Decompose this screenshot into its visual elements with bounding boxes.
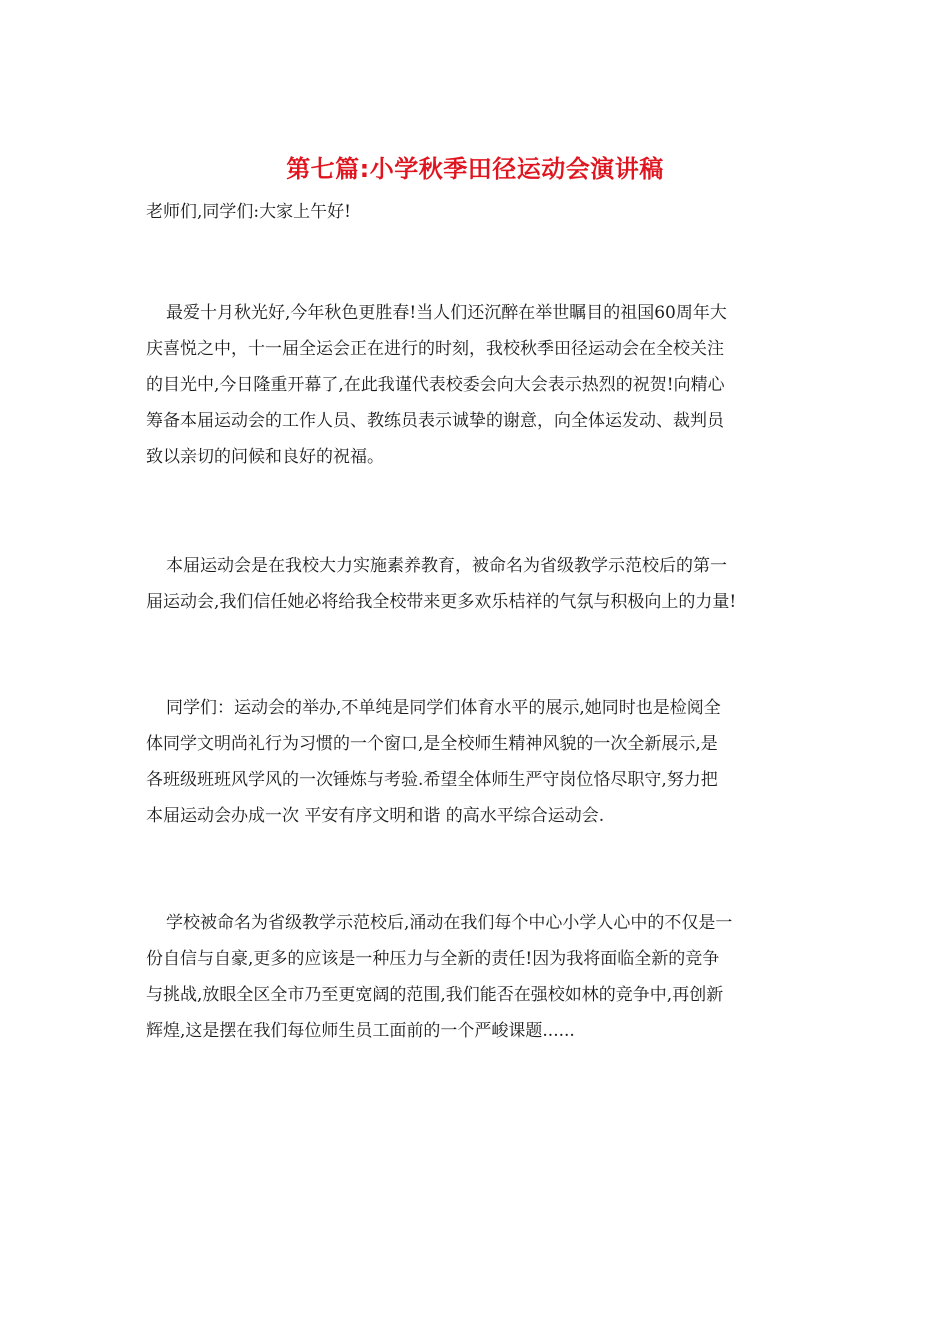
paragraph-line: 最爱十月秋光好,今年秋色更胜春!当人们还沉醉在举世瞩目的祖国60周年大 xyxy=(166,303,727,323)
paragraph-line: 体同学文明尚礼行为习惯的一个窗口,是全校师生精神风貌的一次全新展示,是 xyxy=(146,734,718,754)
paragraph-line: 份自信与自豪,更多的应该是一种压力与全新的责任!因为我将面临全新的竞争 xyxy=(146,949,720,969)
paragraph-line: 届运动会,我们信任她必将给我全校带来更多欢乐桔祥的气氛与积极向上的力量! xyxy=(146,592,737,612)
document-title: 第七篇:小学秋季田径运动会演讲稿 xyxy=(286,155,664,183)
paragraph-line: 筹备本届运动会的工作人员、教练员表示诚挚的谢意，向全体运发动、裁判员 xyxy=(146,411,724,431)
paragraph-1 xyxy=(146,295,816,475)
paragraph-line: 本届运动会办成一次 平安有序文明和谐 的高水平综合运动会. xyxy=(146,806,605,826)
paragraph-line: 的目光中,今日隆重开幕了,在此我谨代表校委会向大会表示热烈的祝贺!向精心 xyxy=(146,375,725,395)
paragraph-line: 辉煌,这是摆在我们每位师生员工面前的一个严峻课题...... xyxy=(146,1021,575,1041)
paragraph-line: 与挑战,放眼全区全市乃至更宽阔的范围,我们能否在强校如林的竞争中,再创新 xyxy=(146,985,724,1005)
paragraph-3 xyxy=(146,690,816,834)
paragraph-line: 庆喜悦之中，十一届全运会正在进行的时刻，我校秋季田径运动会在全校关注 xyxy=(146,339,724,359)
greeting-line: 老师们,同学们:大家上午好! xyxy=(146,202,351,222)
paragraph-2 xyxy=(146,548,816,620)
paragraph-line: 致以亲切的问候和良好的祝福。 xyxy=(146,447,384,467)
paragraph-line: 本届运动会是在我校大力实施素养教育，被命名为省级教学示范校后的第一 xyxy=(166,556,727,576)
paragraph-line: 同学们：运动会的举办,不单纯是同学们体育水平的展示,她同时也是检阅全 xyxy=(166,698,721,718)
paragraph-line: 各班级班班风学风的一次锤炼与考验.希望全体师生严守岗位恪尽职守,努力把 xyxy=(146,770,718,790)
paragraph-line: 学校被命名为省级教学示范校后,涌动在我们每个中心小学人心中的不仅是一 xyxy=(166,913,733,933)
paragraph-4 xyxy=(146,905,816,1049)
